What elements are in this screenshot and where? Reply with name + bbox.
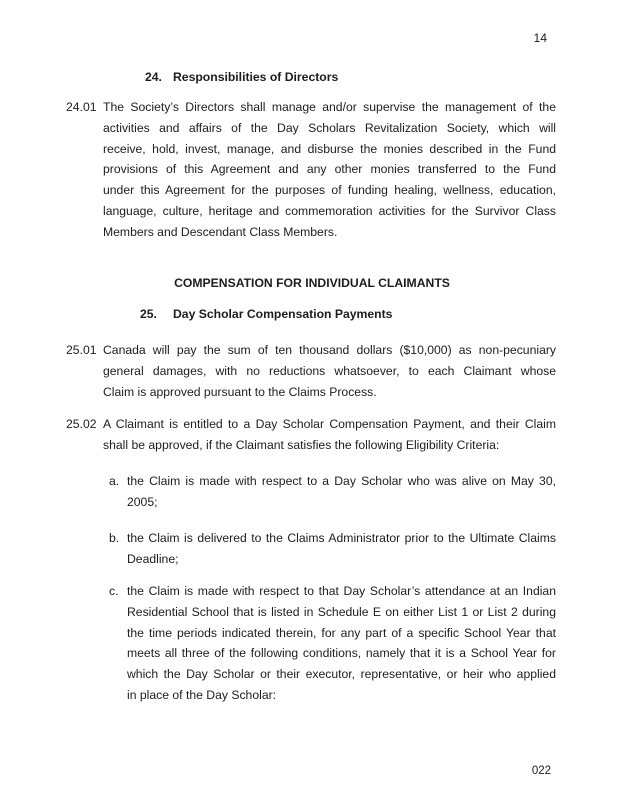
clause-24-01-number: 24.01: [66, 100, 97, 114]
eligibility-item-c-marker: c.: [109, 584, 119, 598]
eligibility-item-c-text: the Claim is made with respect to that Day Scholar’s attendance at an Indian Residential School that is listed in Schedule E on either List 1 or List 2 during the time periods indicated therein, for any part of a specific School Year that meets all three of the following conditions, namely that it is a School Year for which the Day Scholar or their executor, representative, or heir who applied in place of the Day Scholar:: [127, 584, 556, 702]
section-24-number: 24.: [145, 70, 162, 84]
clause-24-01-text: The Society’s Directors shall manage and/or supervise the management of the activities and affairs of the Day Scholars Revitalization Society, which will receive, hold, invest, manage, and disburse the monies described in the Fund provisions of this Agreement and any other monies transferred to the Fund under this Agreement for the purposes of funding healing, wellness, education, language, culture, heritage and commemoration activities for the Survivor Class Members and Descendant Class Members.: [103, 100, 556, 239]
section-24-heading: [145, 67, 338, 88]
clause-25-02-number: 25.02: [66, 417, 97, 431]
clause-25-02-text: A Claimant is entitled to a Day Scholar Compensation Payment, and their Claim shall be approved, if the Claimant satisfies the following Eligibility Criteria:: [103, 417, 556, 452]
clause-25-01-text: Canada will pay the sum of ten thousand dollars ($10,000) as non-pecuniary general damages, with no reductions whatsoever, to each Claimant whose Claim is approved pursuant to the Claims Process.: [103, 343, 556, 399]
section-25-number: 25.: [140, 307, 157, 321]
eligibility-item-b-marker: b.: [109, 531, 120, 545]
eligibility-item-b-text: the Claim is delivered to the Claims Administrator prior to the Ultimate Claims Deadline;: [127, 531, 556, 566]
section-24-title: Responsibilities of Directors: [173, 70, 339, 84]
section-25-title: Day Scholar Compensation Payments: [173, 307, 393, 321]
eligibility-item-a-text: the Claim is made with respect to a Day Scholar who was alive on May 30, 2005;: [127, 474, 556, 509]
eligibility-item-a-marker: a.: [109, 474, 120, 488]
clause-25-01-number: 25.01: [66, 343, 97, 357]
compensation-section-heading: COMPENSATION FOR INDIVIDUAL CLAIMANTS: [174, 276, 450, 290]
bates-number: 022: [531, 765, 551, 777]
section-25-heading: [140, 304, 392, 325]
page-number: 14: [533, 31, 547, 45]
